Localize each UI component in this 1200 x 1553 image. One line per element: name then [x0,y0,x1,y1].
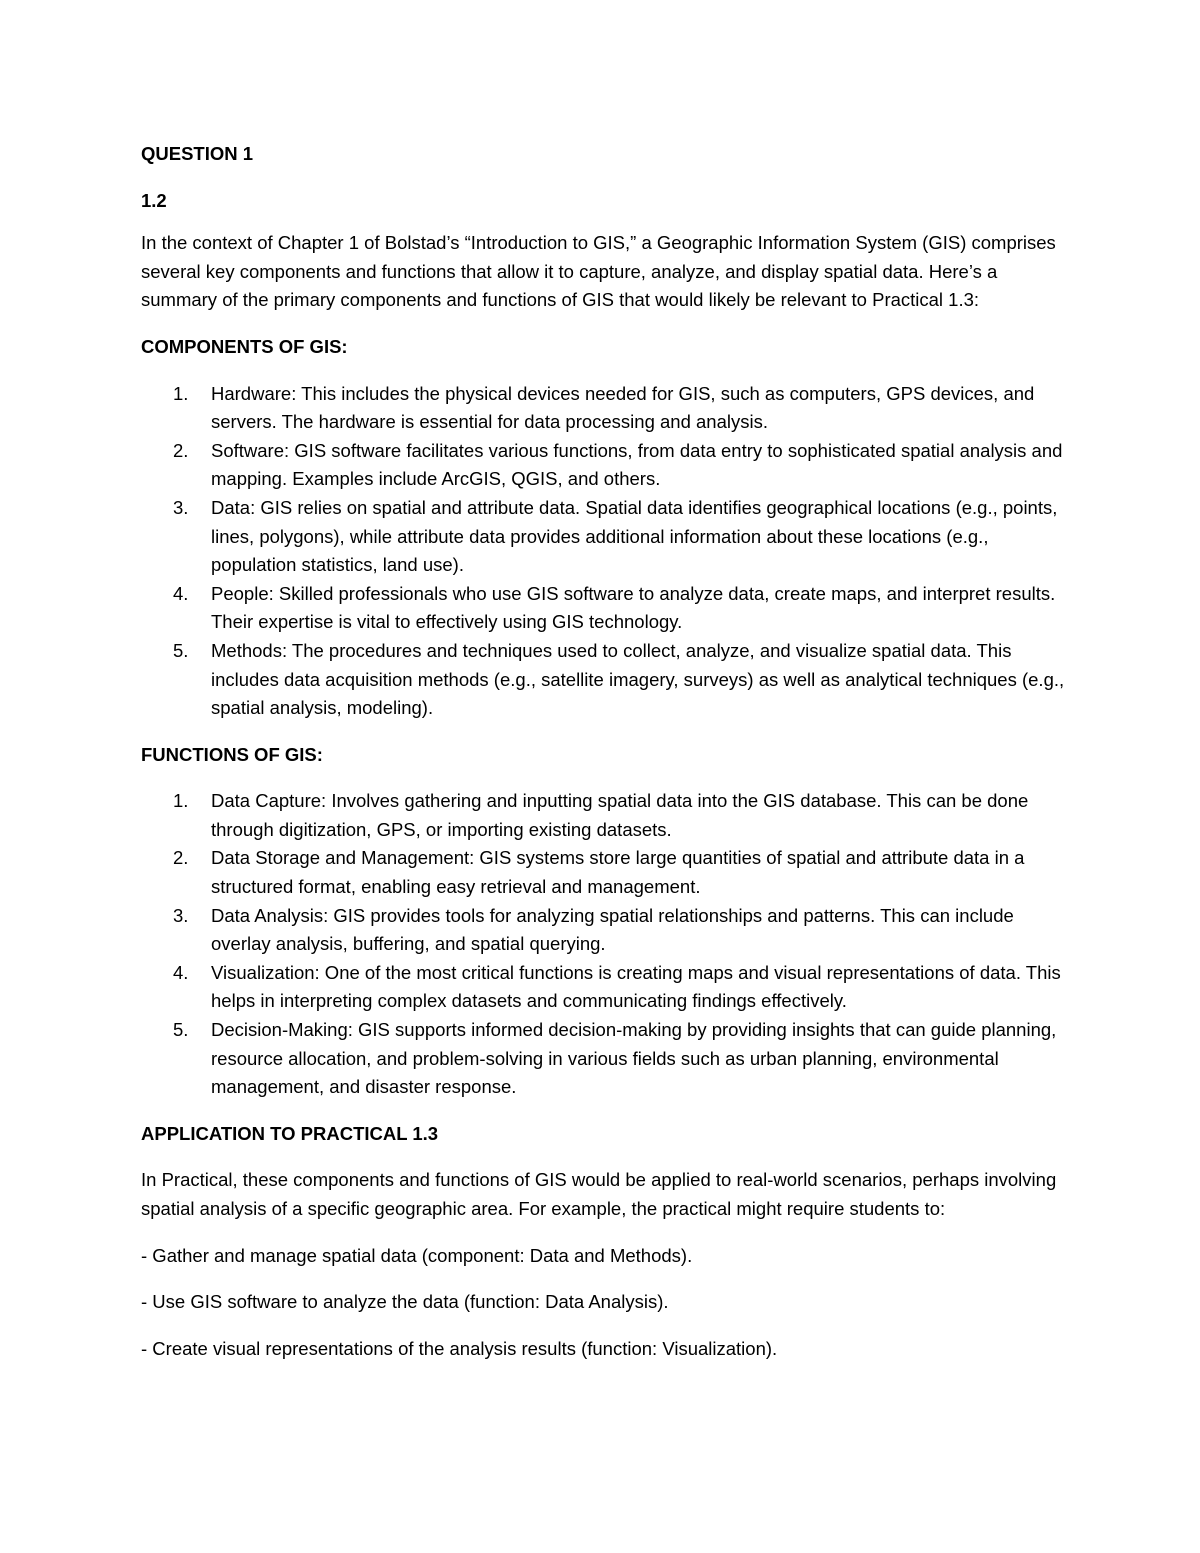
application-heading: APPLICATION TO PRACTICAL 1.3 [141,1122,439,1144]
application-paragraph: In Practical, these components and functions of GIS would be applied to real-world scenarios, perhaps involving spatial analysis of a specific geographic area. For example, the practical might require students to: [141,1169,1057,1219]
question-title: QUESTION 1 [141,143,254,164]
list-item-text: Hardware: This includes the physical devices needed for GIS, such as computers, GPS devices, and servers. The hardware is essential for data processing and analysis. [211,382,1035,433]
list-item-text: Data Capture: Involves gathering and inputting spatial data into the GIS database. This can be done through digitization, GPS, or importing existing datasets. [211,790,1029,840]
list-item [141,580,1066,637]
list-item-number: 5. [173,1019,189,1041]
application-bullet: - Gather and manage spatial data (component: Data and Methods). [141,1244,693,1266]
list-item-number: 3. [173,496,189,518]
list-item [141,1016,1066,1102]
list-item-number: 4. [173,961,189,983]
list-item-text: People: Skilled professionals who use GIS software to analyze data, create maps, and interpret results. Their expertise is vital to effectively using GIS technology. [211,582,1056,633]
list-item-number: 1. [173,790,189,812]
list-item-number: 2. [173,847,189,869]
list-item [141,380,1066,437]
list-item-text: Data: GIS relies on spatial and attribute data. Spatial data identifies geographical locations (e.g., points, lines, polygons), while attribute data provides additional information about these locations (e.g., population statistics, land use). [211,496,1058,576]
list-item-text: Software: GIS software facilitates various functions, from data entry to sophisticated spatial analysis and mapping. Examples include ArcGIS, QGIS, and others. [211,439,1063,490]
list-item [141,437,1066,494]
components-heading: COMPONENTS OF GIS: [141,335,348,357]
list-item-number: 3. [173,904,189,926]
document-body [141,140,1066,1381]
list-item [141,637,1066,723]
list-item-number: 5. [173,639,189,661]
application-bullet: - Use GIS software to analyze the data (function: Data Analysis). [141,1291,669,1313]
list-item-text: Methods: The procedures and techniques used to collect, analyze, and visualize spatial data. This includes data acquisition methods (e.g., satellite imagery, surveys) as well as analytical techniques (e.g., spatial analysis, modeling). [211,639,1065,719]
list-item-text: Data Storage and Management: GIS systems store large quantities of spatial and attribute data in a structured format, enabling easy retrieval and management. [211,847,1025,898]
functions-heading: FUNCTIONS OF GIS: [141,743,323,765]
list-item-text: Decision-Making: GIS supports informed decision-making by providing insights that can guide planning, resource allocation, and problem-solving in various fields such as urban planning, environmental management, and disaster response. [211,1019,1057,1098]
list-item [141,844,1066,901]
list-item [141,902,1066,959]
list-item [141,494,1066,580]
list-item-number: 1. [173,382,189,404]
application-bullet: - Create visual representations of the analysis results (function: Visualization). [141,1337,778,1359]
intro-paragraph: In the context of Chapter 1 of Bolstad’s “Introduction to GIS,” a Geographic Information System (GIS) comprises several key components and functions that allow it to capture, analyze, and display spatial data. Here’s a summary of the primary components and functions of GIS that would likely be relevant to Practical 1.3: [141,232,1056,311]
list-item-number: 2. [173,439,189,461]
functions-list [141,787,1066,1102]
list-item-text: Visualization: One of the most critical functions is creating maps and visual representations of data. This helps in interpreting complex datasets and communicating findings effectively. [211,961,1061,1012]
list-item-text: Data Analysis: GIS provides tools for analyzing spatial relationships and patterns. This can include overlay analysis, buffering, and spatial querying. [211,904,1014,955]
question-number: 1.2 [141,189,167,211]
list-item-number: 4. [173,582,189,604]
components-list [141,380,1066,723]
list-item [141,959,1066,1016]
list-item [141,787,1066,844]
